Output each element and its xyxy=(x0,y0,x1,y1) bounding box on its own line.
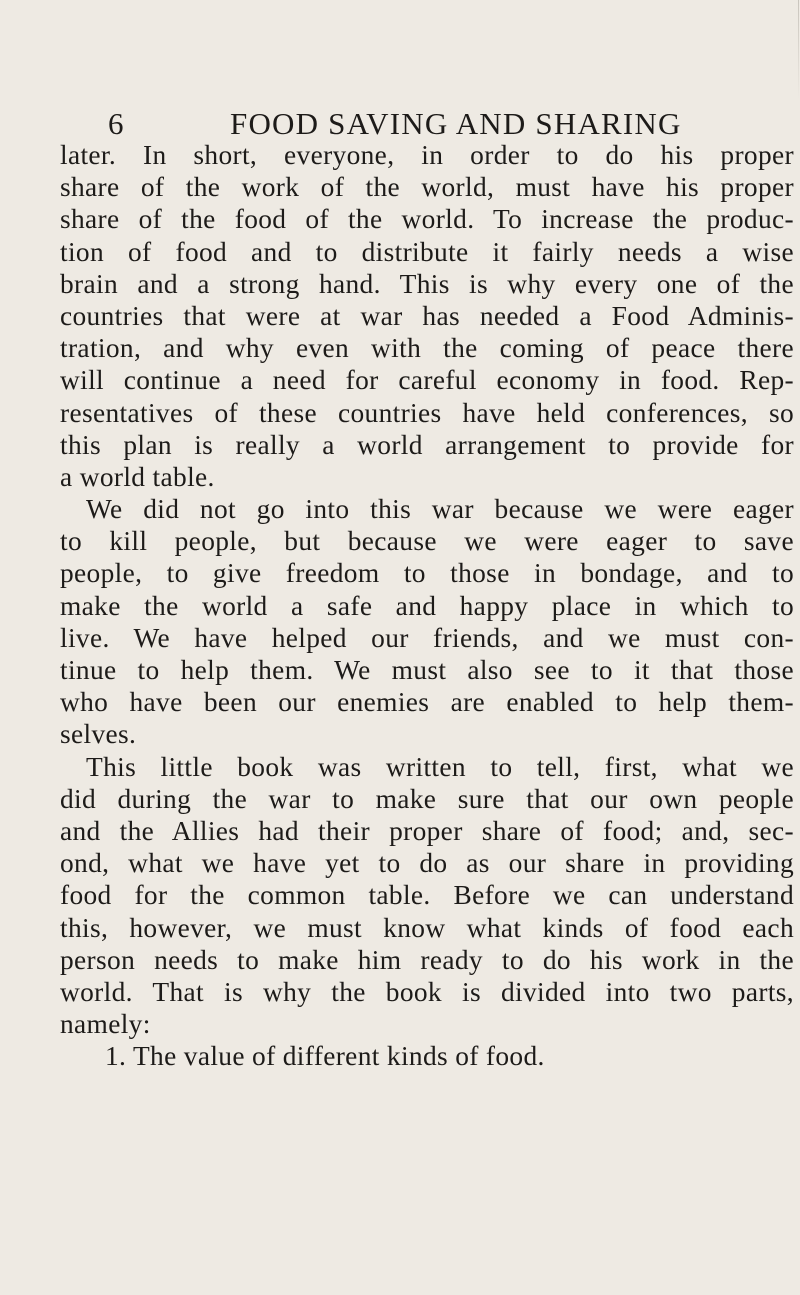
text-line: countries that were at war has needed a Food Adminis- xyxy=(60,300,794,331)
text-line: tion of food and to distribute it fairly needs a wise xyxy=(60,236,794,267)
body-text xyxy=(60,139,794,1072)
text-line: who have been our enemies are enabled to help them- xyxy=(60,687,794,718)
text-line: to kill people, but because we were eager to save xyxy=(60,526,794,557)
text-line: tinue to help them. We must also see to it that those xyxy=(60,655,794,685)
text-line: person needs to make him ready to do his work in the xyxy=(60,944,794,975)
text-line: This little book was written to tell, first, what we xyxy=(86,751,794,782)
text-line: did during the war to make sure that our own people xyxy=(60,783,794,814)
page-edge-shadow xyxy=(798,0,799,100)
text-line: people, to give freedom to those in bondage, and to xyxy=(60,558,794,589)
text-line: ond, what we have yet to do as our share in providing xyxy=(60,848,794,879)
text-line: and the Allies had their proper share of food; and, sec- xyxy=(60,815,794,846)
running-title: FOOD SAVING AND SHARING xyxy=(230,106,682,141)
text-line: tration, and why even with the coming of peace there xyxy=(60,333,794,364)
text-line: this, however, we must know what kinds of food each xyxy=(60,912,794,943)
text-line: share of the work of the world, must have his proper xyxy=(60,172,794,203)
text-line: this plan is really a world arrangement to provide for xyxy=(60,429,794,460)
text-line: food for the common table. Before we can understand xyxy=(60,880,794,911)
text-line: share of the food of the world. To increase the produc- xyxy=(60,204,794,235)
running-head xyxy=(108,104,798,144)
text-line: live. We have helped our friends, and we must con- xyxy=(60,622,794,653)
text-line: We did not go into this war because we were eager xyxy=(86,494,794,525)
list-item: 1. The value of different kinds of food. xyxy=(105,1041,545,1072)
text-line: later. In short, everyone, in order to do his proper xyxy=(60,140,794,170)
page-number: 6 xyxy=(108,106,124,141)
text-line: namely: xyxy=(60,1009,151,1040)
text-line: will continue a need for careful economy in food. Rep- xyxy=(60,365,794,396)
text-line: a world table. xyxy=(60,461,215,492)
text-line: world. That is why the book is divided into two parts, xyxy=(60,976,794,1007)
text-line: brain and a strong hand. This is why every one of the xyxy=(60,268,794,299)
text-line: resentatives of these countries have held conferences, so xyxy=(60,397,794,428)
text-line: selves. xyxy=(60,719,137,750)
text-line: make the world a safe and happy place in which to xyxy=(60,590,794,621)
